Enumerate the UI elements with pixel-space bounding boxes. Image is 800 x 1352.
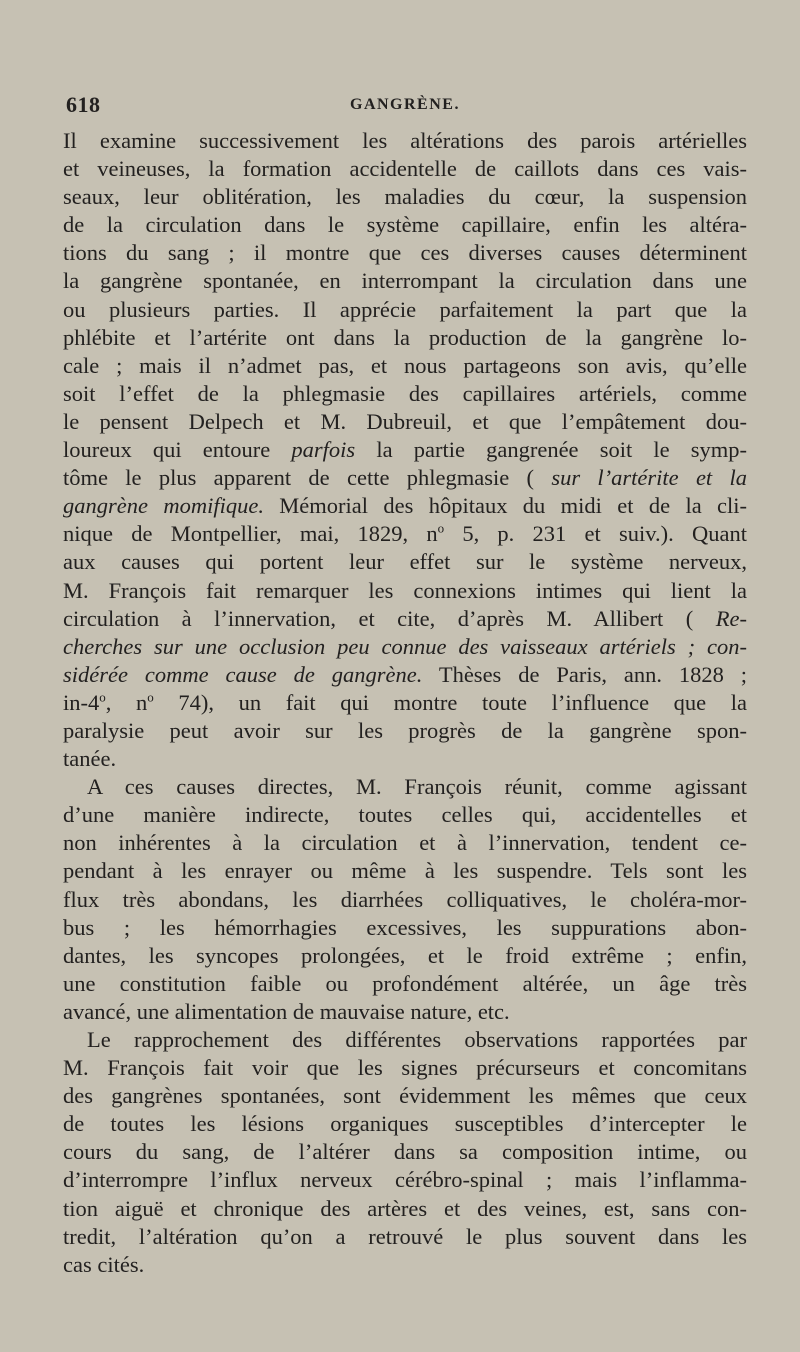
- text-segment: flux très abondans, les diarrhées colliquatives, le choléra-mor-: [63, 886, 747, 912]
- text-segment: , n: [105, 689, 148, 715]
- text-line: [63, 296, 747, 324]
- text-line: [63, 436, 747, 464]
- text-segment: et veineuses, la formation accidentelle de caillots dans ces vais-: [63, 156, 747, 182]
- text-line: [63, 689, 747, 717]
- text-segment: dantes, les syncopes prolongées, et le froid extrême ; enfin,: [63, 942, 747, 968]
- text-segment: nique de Montpellier, mai, 1829, n: [63, 521, 438, 547]
- text-segment: o: [147, 689, 154, 705]
- text-line: [63, 1195, 747, 1223]
- text-segment: de toutes les lésions organiques susceptibles d’intercepter le: [63, 1111, 747, 1137]
- text-line: [63, 239, 747, 267]
- text-segment: cours du sang, de l’altérer dans sa composition intime, ou: [63, 1139, 747, 1165]
- text-segment: la partie gangrenée soit le symp-: [355, 437, 747, 463]
- text-line: [63, 127, 747, 155]
- text-segment: M. François fait remarquer les connexions intimes qui lient la: [63, 577, 747, 603]
- text-line: [63, 324, 747, 352]
- page-number: 618: [66, 92, 101, 117]
- text-line: [63, 661, 747, 689]
- text-line: [63, 1026, 747, 1054]
- text-segment: la gangrène spontanée, en interrompant la circulation dans une: [63, 268, 747, 294]
- text-line: [63, 1166, 747, 1194]
- text-line: [63, 492, 747, 520]
- text-line: [63, 183, 747, 211]
- text-segment: gangrène momifique.: [63, 493, 264, 519]
- text-line: [63, 745, 747, 773]
- text-segment: de la circulation dans le système capillaire, enfin les altéra-: [63, 212, 747, 238]
- text-segment: tredit, l’altération qu’on a retrouvé le plus souvent dans les: [63, 1223, 747, 1249]
- text-segment: aux causes qui portent leur effet sur le système nerveux,: [63, 549, 747, 575]
- text-line: [63, 577, 747, 605]
- text-line: [63, 970, 747, 998]
- text-segment: paralysie peut avoir sur les progrès de la gangrène spon-: [63, 717, 747, 743]
- text-line: [63, 857, 747, 885]
- text-segment: tanée.: [63, 746, 117, 772]
- text-segment: cas cités.: [63, 1251, 145, 1277]
- text-segment: soit l’effet de la phlegmasie des capillaires artériels, comme: [63, 380, 747, 406]
- text-line: [63, 408, 747, 436]
- text-segment: seaux, leur oblitération, les maladies du cœur, la suspension: [63, 184, 747, 210]
- text-segment: non inhérentes à la circulation et à l’innervation, tendent ce-: [63, 830, 747, 856]
- text-segment: o: [437, 520, 445, 536]
- text-line: [63, 548, 747, 576]
- text-segment: avancé, une alimentation de mauvaise nature, etc.: [63, 998, 510, 1024]
- text-line: [63, 267, 747, 295]
- text-segment: d’interrompre l’influx nerveux cérébro-spinal ; mais l’inflamma-: [63, 1167, 747, 1193]
- text-segment: tôme le plus apparent de cette phlegmasie (: [63, 465, 552, 491]
- text-segment: cale ; mais il n’admet pas, et nous partageons son avis, qu’elle: [63, 352, 747, 378]
- text-segment: M. François fait voir que les signes précurseurs et concomitans: [63, 1055, 747, 1081]
- text-segment: des gangrènes spontanées, sont évidemment les mêmes que ceux: [63, 1083, 747, 1109]
- text-segment: tions du sang ; il montre que ces diverses causes déterminent: [63, 240, 747, 266]
- page-header: [66, 92, 746, 122]
- text-line: [63, 1054, 747, 1082]
- text-segment: le pensent Delpech et M. Dubreuil, et que l’empâtement dou-: [63, 408, 747, 434]
- running-title: GANGRÈNE.: [350, 96, 460, 113]
- text-line: [63, 1251, 747, 1279]
- text-segment: Mémorial des hôpitaux du midi et de la cli-: [263, 493, 748, 519]
- text-line: [63, 773, 747, 801]
- text-line: [63, 914, 747, 942]
- text-segment: sur l’artérite et la: [551, 465, 747, 491]
- text-line: [63, 717, 747, 745]
- text-segment: A ces causes directes, M. François réunit, comme agissant: [87, 774, 747, 800]
- text-line: [63, 520, 747, 548]
- text-segment: circulation à l’innervation, et cite, d’après M. Allibert (: [63, 605, 716, 631]
- text-line: [63, 155, 747, 183]
- text-segment: 74), un fait qui montre toute l’influence que la: [153, 689, 748, 715]
- text-segment: phlébite et l’artérite ont dans la production de la gangrène lo-: [63, 324, 747, 350]
- text-line: [63, 211, 747, 239]
- text-segment: sidérée comme cause de gangrène.: [63, 661, 423, 687]
- text-segment: o: [99, 689, 106, 705]
- text-line: [63, 829, 747, 857]
- text-segment: Il examine successivement les altérations des parois artérielles: [63, 128, 747, 153]
- text-segment: in-4: [63, 689, 100, 715]
- text-segment: cherches sur une occlusion peu connue des vaisseaux artériels ; con-: [63, 633, 747, 659]
- text-line: [63, 1110, 747, 1138]
- text-line: [63, 1082, 747, 1110]
- text-segment: bus ; les hémorrhagies excessives, les suppurations abon-: [63, 914, 747, 940]
- text-segment: 5, p. 231 et suiv.). Quant: [444, 521, 748, 547]
- text-segment: ou plusieurs parties. Il apprécie parfaitement la part que la: [63, 296, 747, 322]
- text-line: [63, 1223, 747, 1251]
- text-segment: tion aiguë et chronique des artères et des veines, est, sans con-: [63, 1195, 747, 1221]
- text-line: [63, 942, 747, 970]
- text-segment: loureux qui entoure: [63, 437, 292, 463]
- text-line: [63, 801, 747, 829]
- text-line: [63, 998, 747, 1026]
- text-line: [63, 886, 747, 914]
- text-segment: Re-: [715, 605, 747, 631]
- text-line: [63, 1138, 747, 1166]
- text-line: [63, 380, 747, 408]
- text-segment: parfois: [291, 437, 356, 463]
- text-segment: Le rapprochement des différentes observations rapportées par: [87, 1027, 747, 1052]
- text-line: [63, 464, 747, 492]
- text-segment: d’une manière indirecte, toutes celles qui, accidentelles et: [63, 802, 747, 828]
- text-line: [63, 605, 747, 633]
- text-segment: une constitution faible ou profondément altérée, un âge très: [63, 970, 747, 996]
- body-text: [63, 127, 747, 1279]
- text-segment: pendant à les enrayer ou même à les suspendre. Tels sont les: [63, 858, 747, 884]
- text-segment: Thèses de Paris, ann. 1828 ;: [422, 661, 747, 687]
- text-line: [63, 633, 747, 661]
- text-line: [63, 352, 747, 380]
